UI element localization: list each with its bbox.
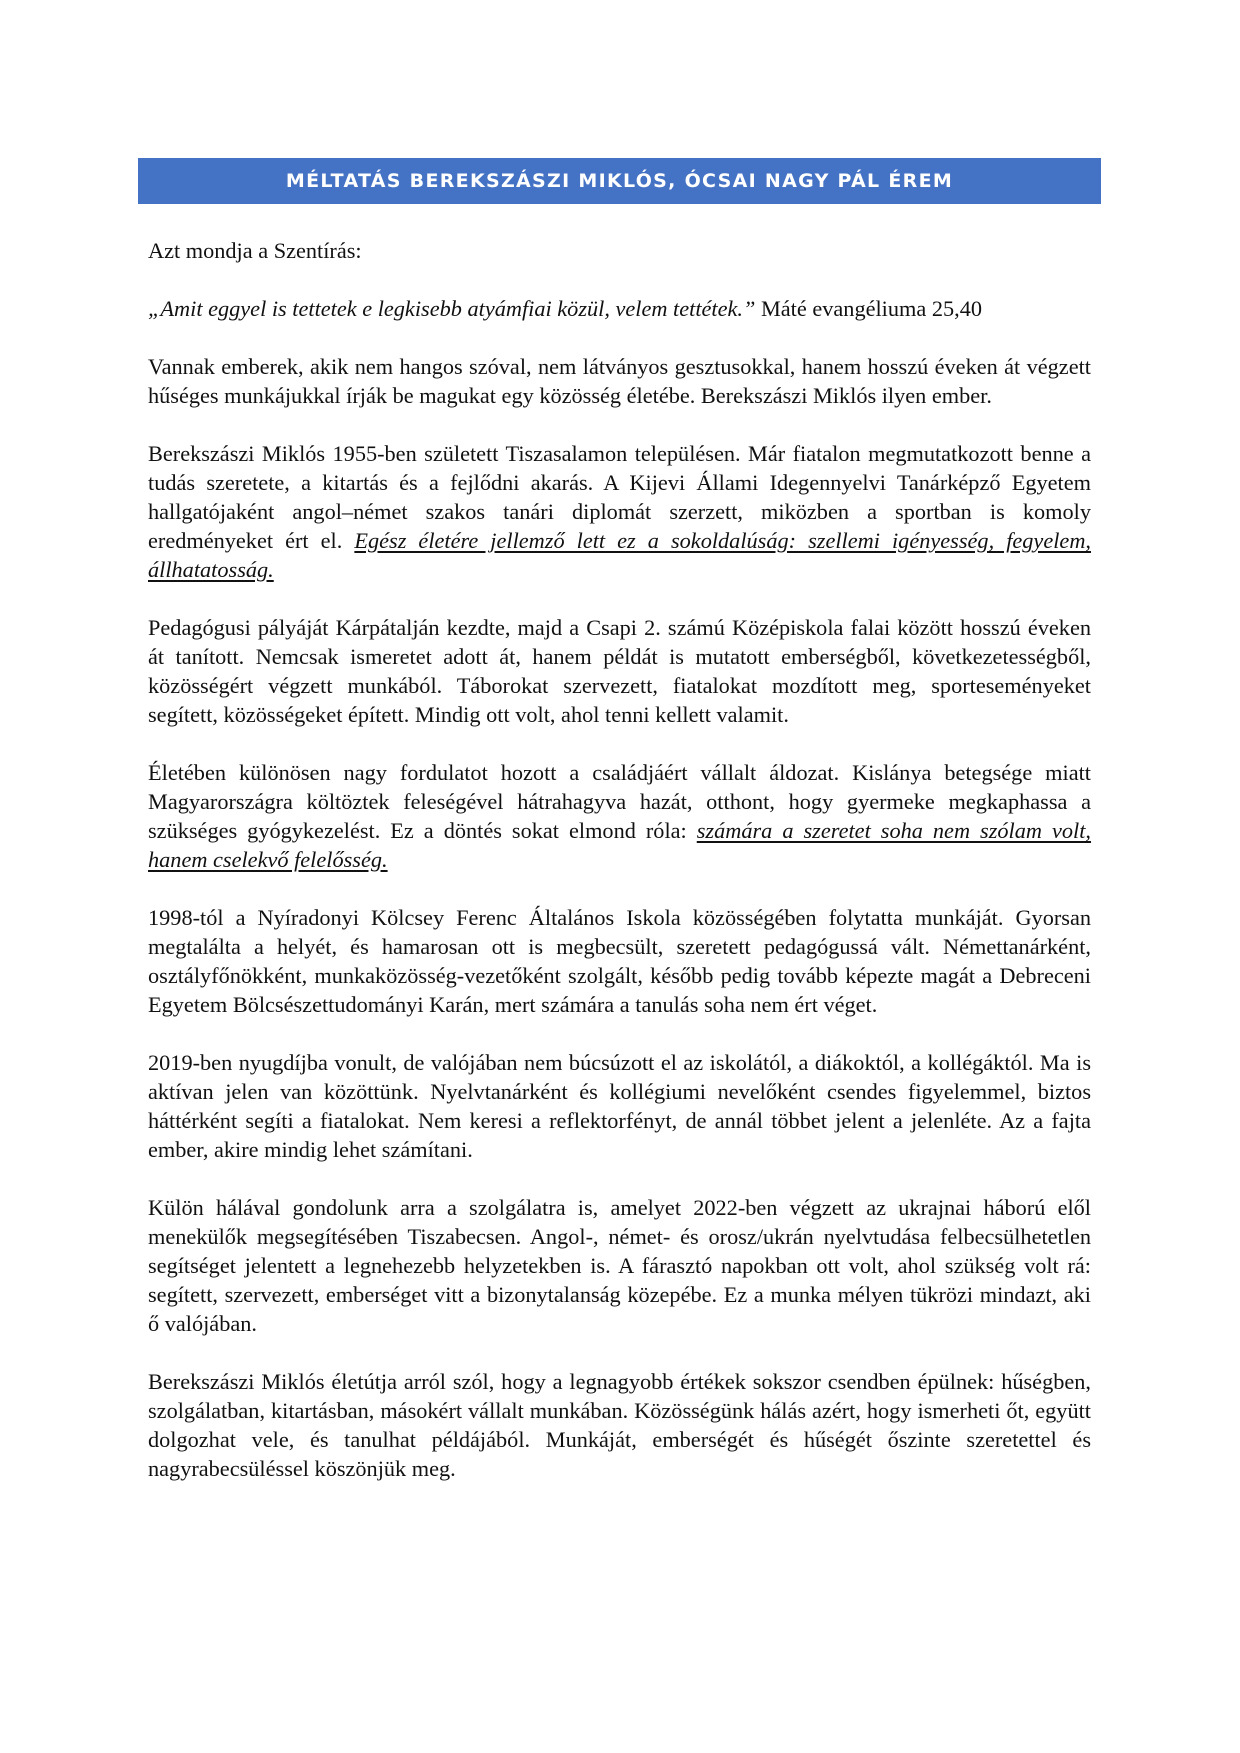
paragraph-4 [148, 758, 1091, 874]
paragraph-text: Külön hálával gondolunk arra a szolgálatra is, amelyet 2022-ben végzett az ukrajnai háború elől menekülők megsegítésében Tiszabecsen. Angol-, német- és orosz/ukrán nyelvtudása felbecsülhetetlen segítséget jelentett a legnehezebb helyzetekben is. A fárasztó napokban ott volt, ahol szükség volt rá: segített, szervezett, emberséget vitt a bizonytalanság közepébe. Ez a munka mélyen tükrözi mindazt, aki ő valójában. [148, 1195, 1091, 1336]
paragraph-text: Pedagógusi pályáját Kárpátalján kezdte, majd a Csapi 2. számú Középiskola falai között hosszú éveken át tanított. Nemcsak ismeretet adott át, hanem példát is mutatott emberségből, következetességből, közösségért végzett munkából. Táborokat szervezett, fiatalokat mozdított meg, sporteseményeket segített, közösségeket épített. Mindig ott volt, ahol tenni kellett valamit. [148, 615, 1091, 727]
paragraph-text: Életében különösen nagy fordulatot hozott a családjáért vállalt áldozat. Kislánya betegsége miatt Magyarországra költöztek feleségével hátrahagyva hazát, otthont, hogy gyermeke megkaphassa a szükséges gyógykezelést. Ez a döntés sokat elmond róla: [148, 760, 1091, 843]
paragraph-8 [148, 1367, 1091, 1483]
paragraph-text: 2019-ben nyugdíjba vonult, de valójában nem búcsúzott el az iskolától, a diákoktól, a kollégáktól. Ma is aktívan jelen van közöttünk. Nyelvtanárként és kollégiumi nevelőként csendes figyelemmel, biztos háttérként segíti a fiatalokat. Nem keresi a reflektorfényt, de annál többet jelent a jelenléte. Az a fajta ember, akire mindig lehet számítani. [148, 1050, 1091, 1162]
page-title: MÉLTATÁS BEREKSZÁSZI MIKLÓS, ÓCSAI NAGY PÁL ÉREM [285, 170, 954, 192]
emphasized-text: számára a szeretet soha nem szólam volt, hanem cselekvő felelősség. [148, 818, 1092, 872]
quote-text: „Amit eggyel is tettetek e legkisebb atyámfiai közül, velem tettétek.” [148, 296, 756, 321]
scripture-quote [148, 294, 1091, 323]
document-body [148, 236, 1091, 1512]
paragraph-5 [148, 903, 1091, 1019]
quote-source: Máté evangéliuma 25,40 [755, 296, 983, 321]
title-banner [138, 158, 1101, 204]
paragraph-3 [148, 613, 1091, 729]
intro-line: Azt mondja a Szentírás: [148, 238, 362, 263]
paragraph-2 [148, 439, 1091, 584]
paragraph-7 [148, 1193, 1091, 1338]
emphasized-text: Egész életére jellemző lett ez a sokoldalúság: szellemi igényesség, fegyelem, állhatatosság. [148, 528, 1091, 582]
paragraph-text: 1998-tól a Nyíradonyi Kölcsey Ferenc Általános Iskola közösségében folytatta munkáját. Gyorsan megtalálta a helyét, és hamarosan ott is megbecsült, szeretett pedagógussá vált. Némettanárként, osztályfőnökként, munkaközösség-vezetőként szolgált, később pedig tovább képezte magát a Debreceni Egyetem Bölcsészettudományi Karán, mert számára a tanulás soha nem ért véget. [148, 905, 1091, 1017]
paragraph-text: Berekszászi Miklós 1955-ben született Tiszasalamon településen. Már fiatalon megmutatkozott benne a tudás szeretete, a kitartás és a fejlődni akarás. A Kijevi Állami Idegennyelvi Tanárképző Egyetem hallgatójaként angol–német szakos tanári diplomát szerzett, miközben a sportban is komoly eredményeket ért el. [148, 441, 1091, 553]
paragraph-6 [148, 1048, 1091, 1164]
paragraph-text: Berekszászi Miklós életútja arról szól, hogy a legnagyobb értékek sokszor csendben épülnek: hűségben, szolgálatban, kitartásban, másokért vállalt munkában. Közösségünk hálás azért, hogy ismerheti őt, együtt dolgozhat vele, és tanulhat példájából. Munkáját, emberségét és hűségét őszinte szeretettel és nagyrabecsüléssel köszönjük meg. [148, 1369, 1091, 1481]
paragraph-1 [148, 352, 1091, 410]
paragraph-text: Vannak emberek, akik nem hangos szóval, nem látványos gesztusokkal, hanem hosszú éveken át végzett hűséges munkájukkal írják be magukat egy közösség életébe. Berekszászi Miklós ilyen ember. [148, 354, 1091, 408]
